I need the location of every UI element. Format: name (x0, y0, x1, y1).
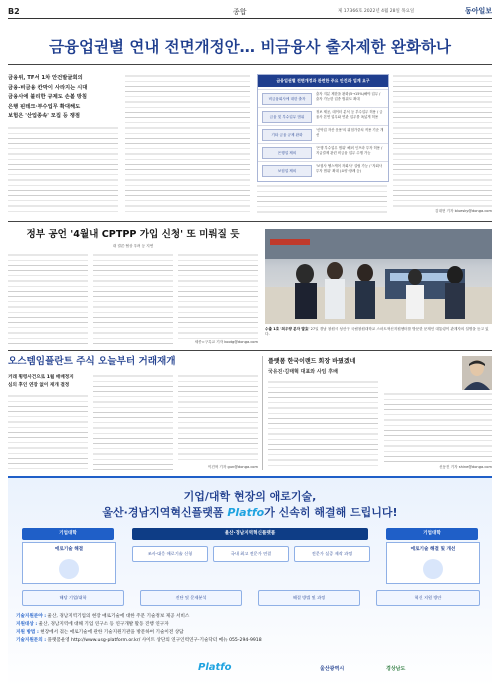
ad-title-2a: 울산·경남지역혁신플랫폼 (102, 506, 228, 519)
body-text (178, 253, 258, 339)
row-label: 금융 및 부수업무 범위 (262, 111, 312, 123)
ad-info-line (16, 638, 262, 644)
cptpp-headline: 정부 공언 '4월내 CPTPP 가입 신청' 또 미뤄질 듯 (26, 229, 240, 240)
byline: 김대현 기자 bluesky@donga.com (434, 209, 492, 213)
ad-title-2b: 가 신속히 해결해 드립니다! (264, 506, 398, 519)
body-text (384, 392, 492, 464)
policy-table (257, 74, 389, 182)
ad-flow-item: 해결 방법 및 과정 (258, 590, 360, 606)
ad-title-1: 기업/대학 현장의 애로기술, (183, 490, 317, 503)
row-text: '은행 부수업무 범위' 해외 인프라 투자 허용 / 지급결제 관련 비금융 업무 수행 가능 (316, 146, 383, 155)
ulsan-logo: 울산광역시 (320, 666, 345, 672)
gs-subhead: 국유진·김태혁 대표와 사임 후배 (268, 369, 338, 375)
ad-step: 조사·대응 애로기술 신청 (132, 546, 208, 562)
row-text: 출자 지분 제한을 완화(5→15%)해야 업무 / 출자 가능한 업종 범위도 확대 (316, 92, 381, 101)
osstem-lead (8, 374, 88, 390)
body-text (257, 184, 387, 216)
lead-line: 거래 횡령사건으로 1월 매매정지 (8, 375, 74, 380)
ad-logos (8, 658, 492, 682)
photo-scene (265, 229, 492, 324)
table-row (258, 143, 388, 161)
body-text (93, 374, 173, 470)
ad-box2-sub: 애로기술 해결 및 개선 (410, 547, 456, 552)
ad-info-line (16, 622, 169, 628)
table-row (258, 107, 388, 125)
issue-info: 제 17366호 2022년 4월 28일 목요일 (338, 9, 415, 14)
ad-info-val: 울산, 경남지역에 대해 기업 연구소 등 연구개발 활동 진행 연구자 (38, 622, 169, 627)
ad-center-title: 울산·경남지역혁신플랫폼 (132, 528, 368, 540)
photo-caption (265, 327, 492, 337)
row-text: '보험사 헬스케어 자회사' 설립 가능 / '자회사 투자 범위' 확대 (요양·장례 등) (316, 164, 383, 173)
row-text: '신탁업 자산 운용'의 위험가중치 적용 기준 개선 (316, 128, 384, 137)
ad-box2 (386, 542, 480, 584)
body-text (393, 74, 492, 208)
ad-info-key: 지원 방법 : (16, 630, 39, 635)
body-text (8, 253, 88, 346)
ad-box1 (22, 542, 116, 584)
ad-info-line (16, 630, 184, 636)
row-label: 보험업 제외 (262, 165, 312, 177)
photo-caption-title: 수출 1호 '최우량 분자 발효' (265, 327, 310, 331)
ad-info-key: 지원대상 : (16, 622, 38, 627)
ad-title-2 (8, 504, 492, 520)
body-text (125, 74, 250, 216)
ad-info-line (16, 614, 189, 620)
lead-line: 금융-비금융 칸막이 사라지는 시대 (8, 84, 88, 91)
lead-line: 심의 후인 연장 없이 재개 결정 (8, 383, 70, 388)
check-icon (423, 559, 443, 579)
divider (8, 350, 492, 351)
body-text (178, 374, 258, 464)
ad-flow-item: 혁신 지원 방안 (376, 590, 480, 606)
row-label: 기타 금융 규제 완화 (262, 129, 312, 141)
table-row (258, 89, 388, 107)
cptpp-subhead: 대 결론·협상 우려 등 지연 (112, 244, 154, 248)
body-text (8, 394, 88, 470)
advertisement (8, 476, 492, 687)
table-row (258, 161, 388, 179)
platfo-logo: Platfo (198, 662, 232, 673)
ad-brand: Platfo (227, 506, 265, 519)
factory-icon (59, 559, 79, 579)
newspaper-header (8, 6, 492, 19)
table-row (258, 125, 388, 143)
column-divider (262, 356, 263, 470)
row-label: 비금융회사에 대한 출자 (262, 93, 312, 105)
row-label: 은행업 제외 (262, 147, 312, 159)
table-title: 금융업권별 전면개정과 관련한 주요 안건과 업계 요구 (258, 75, 388, 87)
ad-step: 국내 최고 전문가 연결 (213, 546, 289, 562)
gyeongnam-logo: 경상남도 (386, 666, 406, 672)
ad-info-key: 기술지원문의 : (16, 638, 47, 643)
ad-flow-item: 해당 기업/대학 (22, 590, 124, 606)
page-number: B2 (8, 7, 20, 16)
byline: 세종=구특교 기자 kootg@donga.com (194, 340, 258, 344)
ad-box1-title: 기업대학 (22, 528, 114, 540)
row-text: 정보 제공, 데이터 분석 등 부수업무 허용 / 금융사 본연 업무와 연관 업무를 폭넓게 허용 (316, 110, 383, 119)
gs-headline: 플랫폼 한국이랜드 회장 바꿨겠네 (268, 358, 356, 365)
body-text (268, 380, 378, 470)
ad-box1-sub: 애로기술 해결 (54, 547, 84, 552)
osstem-headline: 오스템임플란트 주식 오늘부터 거래재개 (8, 356, 176, 367)
person-icon (462, 356, 492, 390)
portrait-photo (462, 356, 492, 390)
newspaper-logo: 동아일보 (464, 7, 492, 15)
ad-flow-item: 진단 및 문제분석 (140, 590, 242, 606)
divider (8, 221, 492, 222)
section-name: 종합 (233, 8, 247, 16)
divider (8, 64, 492, 65)
lead-line: 금융위, TF서 1차 안건발굴회의 (8, 75, 83, 81)
photo-caption-text: 27일 경남 창원시 성산구 국립창원대학교 스마트혁신지원센터를 방문한 문재인 대통령이 관계자의 설명을 듣고 있다. (265, 327, 489, 337)
lead-line: 보험은 '산업종속' 모집 등 쟁점 (8, 113, 81, 119)
news-photo (265, 229, 492, 324)
top-lead (8, 74, 118, 122)
ad-info-val: 울산, 경남지역기업의 현장 애로기술에 대한 주문 기술정보 제공 서비스 (47, 614, 190, 619)
ad-info-val: 현장에서 겪는 애로기술에 관한 기술지원기관을 방문하여 기술이전 상담 (40, 630, 184, 635)
top-headline: 금융업권별 연내 전면개정안… 비금융사 출자제한 완화하나 (49, 38, 451, 56)
byline: 이건혁 기자 gun@donga.com (207, 465, 258, 469)
body-text (8, 126, 118, 216)
ad-box2-title: 기업대학 (386, 528, 478, 540)
lead-line: 은행 핀테크·부수업무 확대해도 (8, 103, 81, 110)
ad-info-val: 플랫폼운영 http://www.usg-platform.or.kr/ 사이트 상단의 연구인력연구-기술닥터 메뉴 055-294-9918 (47, 638, 262, 643)
byline: 신동진 기자 shine@donga.com (439, 465, 492, 469)
ad-step: 전문가 실증 제작 과정 (294, 546, 370, 562)
lead-line: 금융사에 불리한 규제도 손볼 방침 (8, 94, 88, 100)
body-text (93, 253, 173, 346)
ad-info-key: 기술지원분야 : (16, 614, 47, 619)
